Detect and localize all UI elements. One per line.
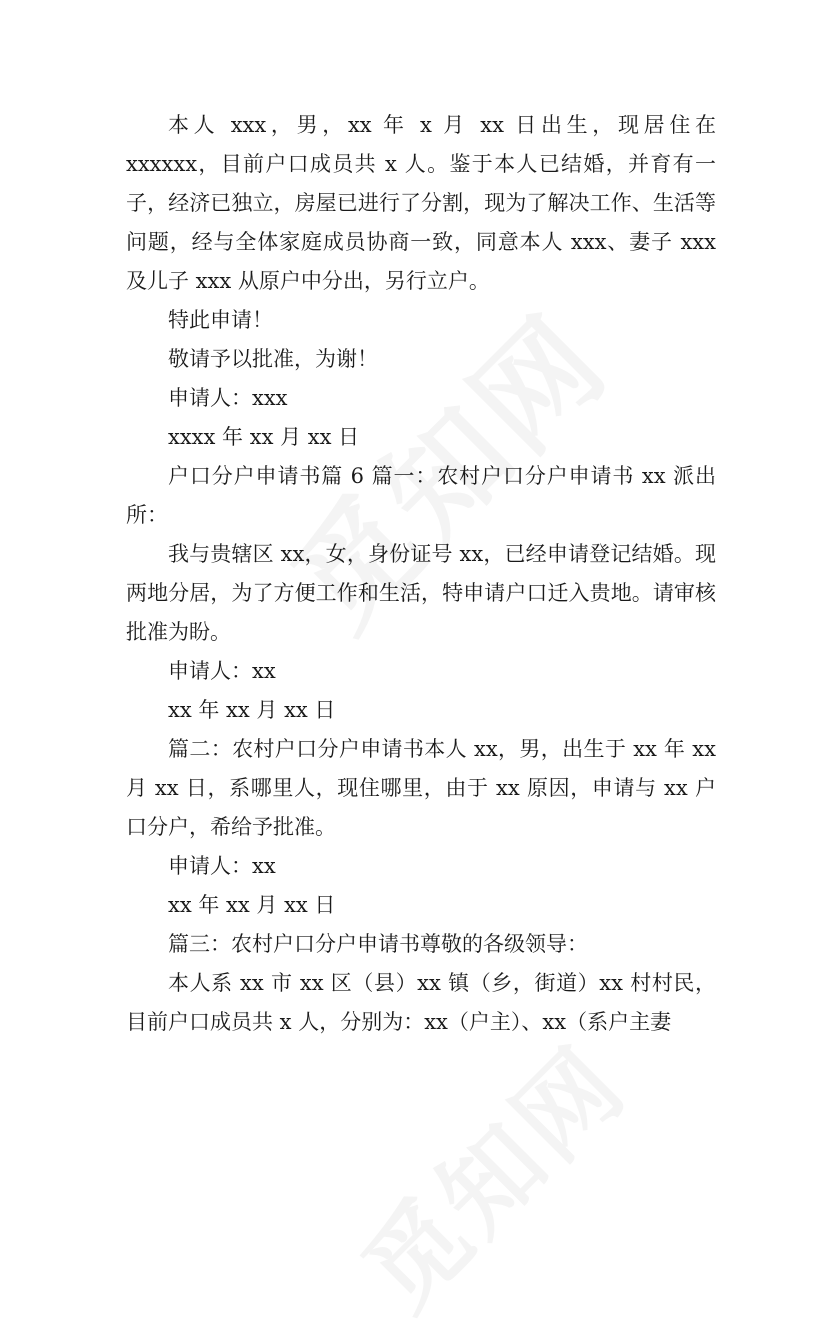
date-line: xx 年 xx 月 xx 日 bbox=[168, 698, 336, 722]
paragraph-section-3-body: 本人系 xx 市 xx 区（县）xx 镇（乡，街道）xx 村村民，目前户口成员共 x 人，分别为：xx（户主）、xx（系户主妻 bbox=[126, 971, 716, 1034]
paragraph-section-2: 篇二：农村户口分户申请书本人 xx，男，出生于 xx 年 xx 月 xx 日，系哪里人，现住哪里，由于 xx 原因，申请与 xx 户口分户，希给予批准。 bbox=[126, 737, 716, 839]
applicant-signature: 申请人：xx bbox=[168, 854, 276, 878]
section-heading-1: 户口分户申请书篇 6 篇一：农村户口分户申请书 xx 派出所： bbox=[126, 464, 716, 527]
paragraph-request: 特此申请！ bbox=[168, 308, 273, 332]
paragraph-thanks: 敬请予以批准，为谢！ bbox=[168, 347, 378, 371]
applicant-signature: 申请人：xxx bbox=[168, 386, 288, 410]
section-heading-3: 篇三：农村户口分户申请书尊敬的各级领导： bbox=[168, 932, 588, 956]
paragraph-applicant-statement: 本人 xxx，男，xx 年 x 月 xx 日出生，现居住在 xxxxxx，目前户口成员共 x 人。鉴于本人已结婚，并育有一子，经济已独立，房屋已进行了分割，现为了解决工作、生活等问题，经与全体家庭成员协商一致，同意本人 xxx、妻子 xxx 及儿子 xxx 从原户中分出，另行立户。 bbox=[126, 113, 716, 293]
watermark bbox=[326, 1009, 653, 1335]
document-body bbox=[126, 106, 716, 1042]
applicant-signature: 申请人：xx bbox=[168, 659, 276, 683]
date-line: xxxx 年 xx 月 xx 日 bbox=[168, 425, 360, 449]
date-line: xx 年 xx 月 xx 日 bbox=[168, 893, 336, 917]
paragraph-section-1-body: 我与贵辖区 xx，女，身份证号 xx，已经申请登记结婚。现两地分居，为了方便工作和生活，特申请户口迁入贵地。请审核批准为盼。 bbox=[126, 542, 716, 644]
